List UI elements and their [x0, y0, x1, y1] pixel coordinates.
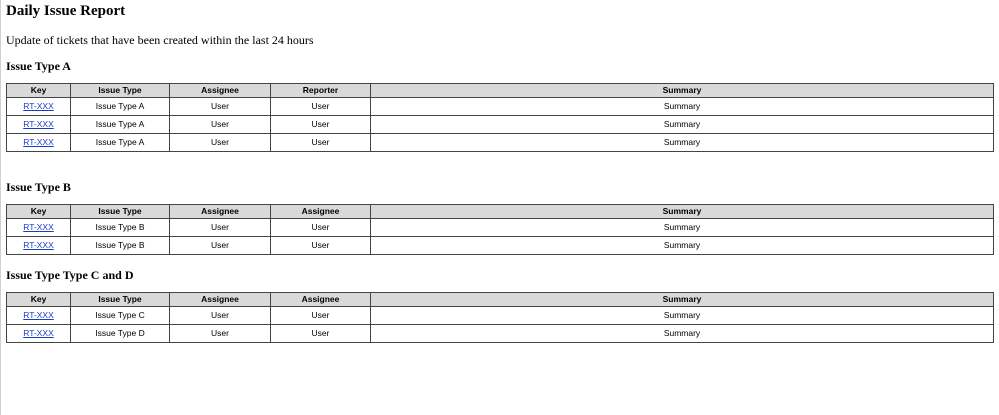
table-row	[7, 325, 994, 343]
summary-cell: Summary	[371, 237, 994, 255]
report-subtitle: Update of tickets that have been created within the last 24 hours	[6, 33, 314, 47]
table-row	[7, 134, 994, 152]
issue-key-link[interactable]: RT-XXX	[23, 328, 54, 338]
issue-type-cell: Issue Type A	[71, 134, 170, 152]
assignee-cell: User	[170, 98, 271, 116]
assignee-cell: User	[170, 325, 271, 343]
issue-key-link[interactable]: RT-XXX	[23, 240, 54, 250]
issue-table-a	[6, 83, 994, 152]
key-cell	[7, 237, 71, 255]
column-header-assignee: Assignee	[170, 84, 271, 98]
key-cell	[7, 307, 71, 325]
issue-key-link[interactable]: RT-XXX	[23, 119, 54, 129]
reporter-cell: User	[271, 134, 371, 152]
column-header-assignee-2: Assignee	[271, 205, 371, 219]
assignee-cell: User	[170, 116, 271, 134]
assignee-cell: User	[271, 219, 371, 237]
column-header-key: Key	[7, 84, 71, 98]
column-header-key: Key	[7, 293, 71, 307]
table-row	[7, 219, 994, 237]
assignee-cell: User	[271, 307, 371, 325]
key-cell	[7, 98, 71, 116]
issue-type-cell: Issue Type D	[71, 325, 170, 343]
issue-key-link[interactable]: RT-XXX	[23, 222, 54, 232]
summary-cell: Summary	[371, 116, 994, 134]
column-header-issue-type: Issue Type	[71, 84, 170, 98]
table-row	[7, 237, 994, 255]
table-row	[7, 116, 994, 134]
table-header-row	[7, 84, 994, 98]
column-header-assignee: Assignee	[170, 293, 271, 307]
column-header-reporter: Reporter	[271, 84, 371, 98]
issue-type-cell: Issue Type A	[71, 98, 170, 116]
key-cell	[7, 219, 71, 237]
issue-type-cell: Issue Type C	[71, 307, 170, 325]
summary-cell: Summary	[371, 98, 994, 116]
column-header-issue-type: Issue Type	[71, 205, 170, 219]
section-heading-a: Issue Type A	[6, 59, 71, 73]
issue-key-link[interactable]: RT-XXX	[23, 101, 54, 111]
issue-table-b	[6, 204, 994, 255]
report-title: Daily Issue Report	[6, 3, 126, 19]
issue-key-link[interactable]: RT-XXX	[23, 137, 54, 147]
table-row	[7, 307, 994, 325]
reporter-cell: User	[271, 98, 371, 116]
assignee-cell: User	[170, 237, 271, 255]
column-header-summary: Summary	[371, 84, 994, 98]
column-header-summary: Summary	[371, 205, 994, 219]
section-heading-b: Issue Type B	[6, 180, 71, 194]
assignee-cell: User	[271, 325, 371, 343]
column-header-assignee: Assignee	[170, 205, 271, 219]
issue-type-cell: Issue Type B	[71, 237, 170, 255]
issue-type-cell: Issue Type B	[71, 219, 170, 237]
issue-key-link[interactable]: RT-XXX	[23, 310, 54, 320]
table-header-row	[7, 205, 994, 219]
assignee-cell: User	[170, 219, 271, 237]
table-row	[7, 98, 994, 116]
key-cell	[7, 134, 71, 152]
assignee-cell: User	[271, 237, 371, 255]
column-header-assignee-2: Assignee	[271, 293, 371, 307]
assignee-cell: User	[170, 307, 271, 325]
summary-cell: Summary	[371, 307, 994, 325]
summary-cell: Summary	[371, 219, 994, 237]
issue-table-c-d	[6, 292, 994, 343]
page-left-border	[0, 0, 1, 415]
column-header-summary: Summary	[371, 293, 994, 307]
assignee-cell: User	[170, 134, 271, 152]
section-heading-c-d: Issue Type Type C and D	[6, 268, 134, 282]
summary-cell: Summary	[371, 325, 994, 343]
key-cell	[7, 325, 71, 343]
column-header-key: Key	[7, 205, 71, 219]
summary-cell: Summary	[371, 134, 994, 152]
key-cell	[7, 116, 71, 134]
reporter-cell: User	[271, 116, 371, 134]
issue-type-cell: Issue Type A	[71, 116, 170, 134]
table-header-row	[7, 293, 994, 307]
column-header-issue-type: Issue Type	[71, 293, 170, 307]
